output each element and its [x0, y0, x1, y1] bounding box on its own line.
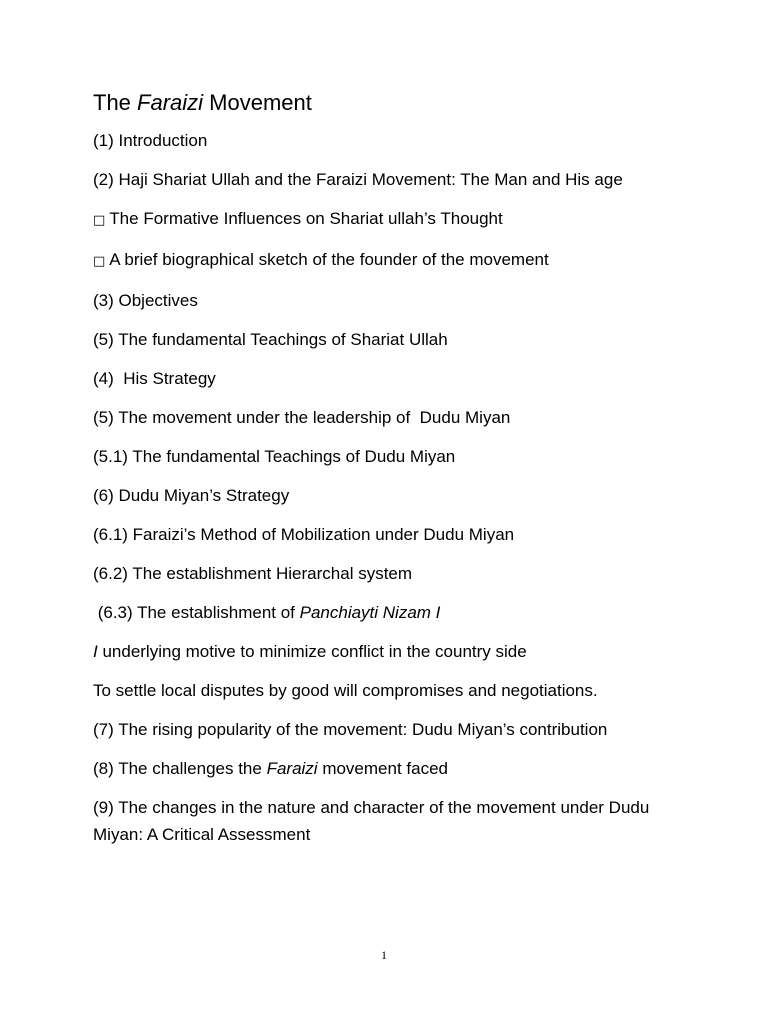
- line-6-3-prefix: (6.3) The establishment of: [93, 603, 300, 622]
- line-8-italic: Faraizi: [266, 759, 318, 778]
- bullet-text: A brief biographical sketch of the founder of the movement: [109, 250, 549, 269]
- title-italic: Faraizi: [137, 90, 204, 115]
- document-page: [93, 88, 693, 860]
- bullet-square-icon: □: [93, 213, 106, 228]
- outline-line: (4) His Strategy: [93, 369, 216, 388]
- motive-suffix: underlying motive to minimize conflict in the country side: [97, 642, 527, 661]
- bullet-square-icon: □: [93, 254, 106, 269]
- document-title: [93, 88, 693, 118]
- line-6-3-italic: Panchiayti Nizam I: [299, 603, 441, 622]
- outline-line-6-3: [93, 599, 693, 626]
- outline-line: (5.1) The fundamental Teachings of Dudu Miyan: [93, 447, 456, 466]
- outline-line-9: (9) The changes in the nature and character of the movement under Dudu Miyan: A Critical Assessment: [93, 798, 650, 844]
- motive-italic: I: [93, 642, 98, 661]
- line-8-suffix: movement faced: [317, 759, 448, 778]
- outline-line: (3) Objectives: [93, 291, 198, 310]
- outline-line: (1) Introduction: [93, 131, 208, 150]
- outline-line-settle: To settle local disputes by good will compromises and negotiations.: [93, 681, 598, 700]
- outline-line-8: [93, 755, 693, 782]
- outline-line: (5) The fundamental Teachings of Shariat Ullah: [93, 330, 448, 349]
- title-prefix: The: [93, 90, 138, 115]
- outline-bullet-line: [93, 246, 693, 275]
- page-number: 1: [381, 948, 387, 962]
- outline-bullet-line: [93, 205, 693, 234]
- outline-line-motive: [93, 638, 693, 665]
- outline-line: (5) The movement under the leadership of Dudu Miyan: [93, 408, 511, 427]
- outline-line: (6) Dudu Miyan’s Strategy: [93, 486, 290, 505]
- line-8-prefix: (8) The challenges the: [93, 759, 267, 778]
- bullet-text: The Formative Influences on Shariat ullah’s Thought: [109, 209, 503, 228]
- outline-line: (6.1) Faraizi’s Method of Mobilization under Dudu Miyan: [93, 525, 515, 544]
- outline-line: (2) Haji Shariat Ullah and the Faraizi Movement: The Man and His age: [93, 170, 623, 189]
- outline-line: (6.2) The establishment Hierarchal system: [93, 564, 413, 583]
- outline-line-7: (7) The rising popularity of the movement: Dudu Miyan’s contribution: [93, 720, 608, 739]
- title-suffix: Movement: [203, 90, 312, 115]
